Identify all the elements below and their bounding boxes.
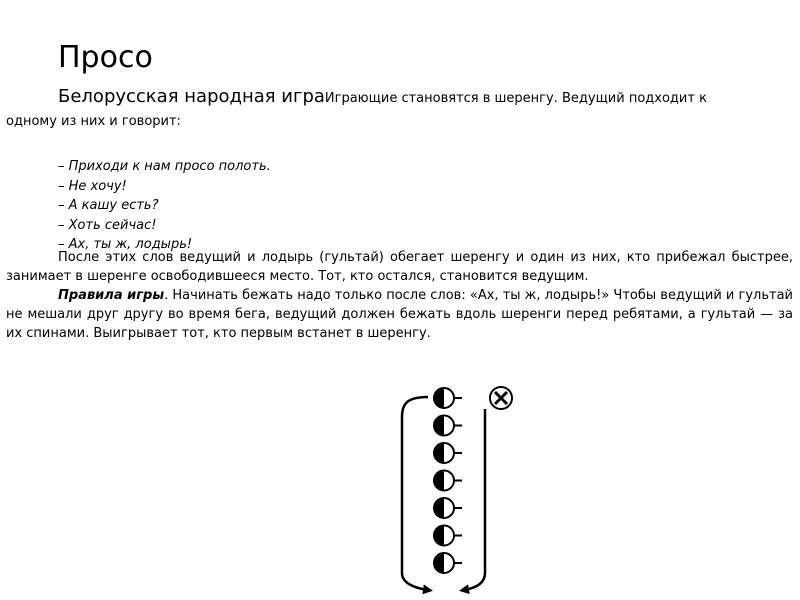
player-icon <box>434 443 462 463</box>
intro-text: Играющие становятся в шеренгу. Ведущий подходит к <box>324 91 707 106</box>
game-description: После этих слов ведущий и лодырь (гультай) обегает шеренгу и один из них, кто прибежал быстрее, занимает в шеренге освободившееся место. Тот, кто остался, становится ведущим. <box>6 250 793 284</box>
players-line <box>434 388 462 573</box>
dialogue-line: – Ах, ты ж, лодырь! <box>58 237 193 252</box>
player-icon <box>434 416 462 436</box>
player-icon <box>434 498 462 518</box>
dialogue-line: – Хоть сейчас! <box>58 217 157 233</box>
rules-text: . Начинать бежать надо только после слов: «Ах, ты ж, лодырь!» Чтобы ведущий и гультай не мешали друг другу во время бега, ведущий должен бежать вдоль шеренги перед ребятами, а гультай — за их спинами. Выигрывает тот, кто первым встанет в шеренгу. <box>6 288 794 341</box>
dialogue-line: – Приходи к нам просо полоть. <box>58 159 271 174</box>
page-title: Просо <box>58 40 153 75</box>
leader-path-arrow <box>402 397 428 590</box>
subtitle: Белорусская народная игра <box>58 86 325 107</box>
player-icon <box>434 553 462 573</box>
dialogue-line: – А кашу есть? <box>58 198 159 213</box>
subtitle-line <box>58 86 707 110</box>
player-icon <box>434 471 462 491</box>
player-icon <box>434 388 462 408</box>
game-diagram <box>390 383 530 600</box>
leader-icon <box>490 387 512 409</box>
intro-text-continued: одному из них и говорит: <box>6 114 181 129</box>
dialogue-block <box>58 157 271 255</box>
rules-label: Правила игры <box>58 288 165 303</box>
dialogue-line: – Не хочу! <box>58 178 127 194</box>
rules-paragraph <box>6 286 793 343</box>
lazybones-path-arrow <box>464 409 485 590</box>
player-icon <box>434 526 462 546</box>
